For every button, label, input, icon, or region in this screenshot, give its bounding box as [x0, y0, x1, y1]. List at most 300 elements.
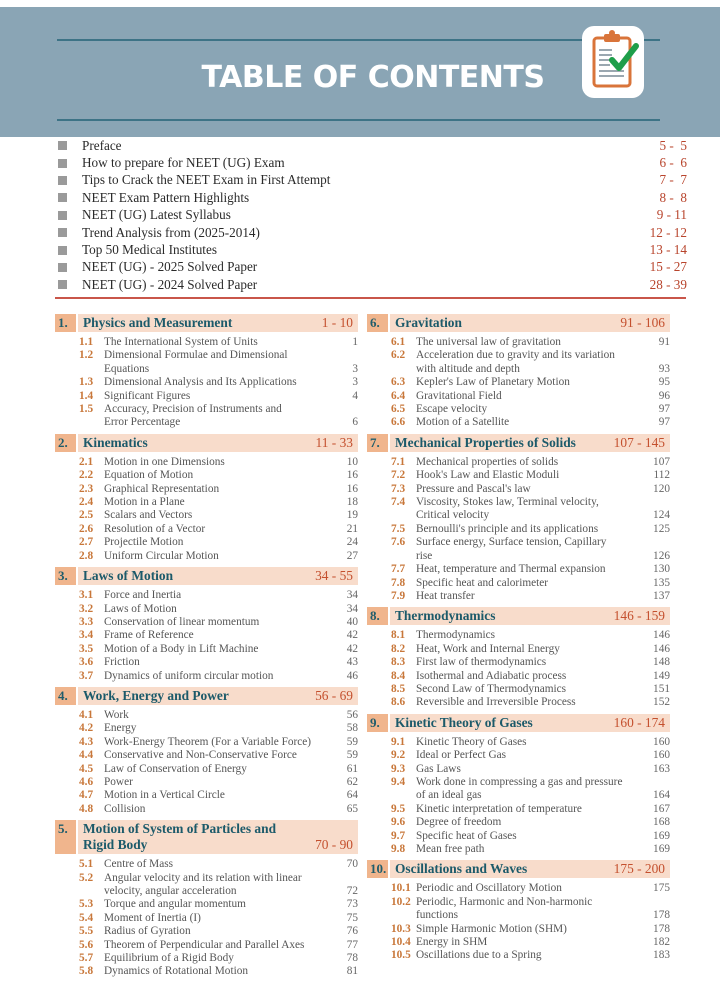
- topic-number: 1.2: [79, 349, 94, 362]
- topic-number: 9.8: [391, 843, 406, 855]
- chapter-bar: [78, 434, 358, 452]
- topic-entry[interactable]: [367, 763, 670, 776]
- toc-entry[interactable]: [55, 241, 687, 258]
- topic-number: 5.6: [79, 938, 94, 951]
- topic-title: Specific heat of Gases: [416, 829, 517, 842]
- entry-title: Trend Analysis from (2025-2014): [82, 224, 260, 240]
- topic-title: Specific heat and calorimeter: [416, 576, 549, 589]
- topic-page: 64: [346, 789, 358, 802]
- topic-entry[interactable]: [55, 589, 358, 602]
- topic-page: 16: [346, 469, 358, 482]
- topic-title: Conservation of linear momentum: [104, 615, 260, 628]
- topic-page: 77: [346, 938, 358, 951]
- topic-page: 178: [653, 909, 670, 922]
- topic-title: Radius of Gyration: [104, 925, 191, 938]
- topic-title: The International System of Units: [104, 336, 258, 348]
- topic-title: Graphical Representation: [104, 482, 220, 495]
- topic-page: 18: [346, 496, 358, 509]
- chapter-header[interactable]: [55, 567, 358, 585]
- topic-page: 124: [653, 509, 670, 522]
- chapter-number: 10.: [367, 860, 388, 878]
- topic-number: 8.5: [391, 682, 406, 695]
- chapter-title: Work, Energy and Power: [83, 687, 229, 703]
- square-bullet-icon: [58, 141, 67, 150]
- chapter-section: [55, 314, 358, 430]
- entry-pages: 6 - 6: [659, 155, 687, 171]
- topic-page: 42: [346, 642, 358, 655]
- topic-number: 7.4: [391, 496, 406, 509]
- square-bullet-icon: [58, 246, 67, 255]
- topic-number: 8.6: [391, 696, 406, 709]
- chapter-header[interactable]: [367, 714, 670, 732]
- topic-number: 10.2: [391, 895, 411, 908]
- entry-title: Preface: [82, 137, 122, 153]
- chapter-pages: 91 - 106: [620, 315, 665, 330]
- chapter-section: [367, 314, 670, 430]
- topic-entry[interactable]: [55, 898, 358, 911]
- topic-title: Resolution of a Vector: [104, 522, 206, 535]
- square-bullet-icon: [58, 280, 67, 289]
- topic-number: 4.3: [79, 735, 94, 748]
- chapter-title: Oscillations and Waves: [395, 861, 528, 877]
- topic-page: 135: [653, 576, 670, 589]
- entry-pages: 12 - 12: [649, 224, 687, 240]
- topic-title: Gas Laws: [416, 762, 461, 775]
- entry-pages: 9 - 11: [656, 207, 687, 223]
- topic-number: 2.6: [79, 522, 94, 535]
- topic-entry[interactable]: [367, 843, 670, 856]
- topic-number: 1.5: [79, 403, 94, 416]
- toc-entry[interactable]: [55, 259, 687, 276]
- chapter-header[interactable]: [55, 434, 358, 452]
- topic-entry[interactable]: [55, 483, 358, 496]
- topic-page: 168: [653, 816, 670, 829]
- topic-title: Uniform Circular Motion: [104, 549, 219, 562]
- topic-number: 3.1: [79, 589, 94, 602]
- topic-entry[interactable]: [367, 736, 670, 749]
- chapter-bar: [390, 314, 670, 332]
- topic-entry[interactable]: [367, 536, 670, 563]
- topic-number: 1.3: [79, 376, 94, 389]
- topic-title: Law of Conservation of Energy: [104, 762, 247, 775]
- chapter-header[interactable]: [55, 687, 358, 705]
- topic-entry[interactable]: [55, 965, 358, 978]
- chapter-pages: 107 - 145: [613, 434, 665, 450]
- topic-number: 5.5: [79, 925, 94, 938]
- topic-entry[interactable]: [55, 603, 358, 616]
- topic-number: 9.7: [391, 829, 406, 842]
- topic-number: 9.6: [391, 816, 406, 829]
- topic-page: 175: [653, 882, 670, 895]
- chapter-title: Physics and Measurement: [83, 315, 233, 330]
- topic-title: Significant Figures: [104, 389, 191, 402]
- topic-page: 61: [346, 762, 358, 775]
- topic-entry[interactable]: [367, 923, 670, 936]
- topic-page: 125: [653, 522, 670, 535]
- topic-title: Acceleration due to gravity and its variation with altitude and depth: [416, 349, 615, 375]
- topic-page: 16: [346, 482, 358, 495]
- topic-entry[interactable]: [55, 390, 358, 403]
- topic-entry[interactable]: [55, 496, 358, 509]
- topic-title: Reversible and Irreversible Process: [416, 696, 576, 709]
- chapter-header[interactable]: [367, 314, 670, 332]
- topic-title: Dimensional Formulae and Dimensional Equations: [104, 349, 288, 375]
- toc-entry[interactable]: [55, 172, 687, 189]
- left-column: [55, 314, 358, 983]
- topic-page: 10: [346, 455, 358, 468]
- topic-title: Force and Inertia: [104, 589, 182, 602]
- clipboard-check-icon: [582, 26, 644, 98]
- topic-number: 3.4: [79, 629, 94, 642]
- topic-entry[interactable]: [367, 336, 670, 349]
- topic-title: Motion of a Satellite: [416, 416, 510, 429]
- topic-page: 148: [653, 656, 670, 669]
- topic-title: Torque and angular momentum: [104, 898, 246, 911]
- chapter-title: Thermodynamics: [395, 608, 496, 624]
- topic-entry[interactable]: [55, 939, 358, 952]
- chapter-section: [55, 687, 358, 816]
- topic-entry[interactable]: [367, 882, 670, 895]
- topic-entry[interactable]: [367, 816, 670, 829]
- topic-entry[interactable]: [367, 696, 670, 709]
- topic-entry[interactable]: [55, 550, 358, 563]
- topic-page: 1: [352, 336, 358, 348]
- topic-page: 4: [352, 389, 358, 402]
- topic-title: Energy in SHM: [416, 936, 488, 949]
- topic-page: 27: [346, 549, 358, 562]
- front-matter-list: [55, 137, 687, 294]
- topic-page: 183: [653, 949, 670, 962]
- topic-number: 2.4: [79, 496, 94, 509]
- topic-title: Friction: [104, 656, 140, 669]
- topic-page: 70: [346, 858, 358, 871]
- topic-page: 6: [352, 416, 358, 429]
- chapter-pages: 1 - 10: [321, 315, 353, 330]
- chapter-number: 9.: [367, 714, 388, 732]
- topic-entry[interactable]: [55, 749, 358, 762]
- topic-number: 7.6: [391, 536, 406, 549]
- topic-entry[interactable]: [55, 643, 358, 656]
- topic-entry[interactable]: [367, 803, 670, 816]
- topic-number: 10.4: [391, 936, 411, 949]
- square-bullet-icon: [58, 176, 67, 185]
- topic-entry[interactable]: [55, 670, 358, 683]
- topic-number: 6.4: [391, 389, 406, 402]
- topic-entry[interactable]: [367, 456, 670, 469]
- topic-number: 3.3: [79, 615, 94, 628]
- topic-page: 112: [653, 469, 670, 482]
- chapter-section: [55, 567, 358, 683]
- topic-page: 3: [352, 362, 358, 375]
- topic-title: Mean free path: [416, 843, 485, 855]
- chapter-bar: [390, 714, 670, 732]
- topic-title: Dynamics of Rotational Motion: [104, 965, 249, 978]
- topic-page: 42: [346, 629, 358, 642]
- topic-number: 7.3: [391, 482, 406, 495]
- topic-title: Oscillations due to a Spring: [416, 949, 542, 962]
- chapter-header[interactable]: [367, 607, 670, 625]
- topic-title: Angular velocity and its relation with linear velocity, angular acceleration: [104, 871, 302, 897]
- topic-number: 7.8: [391, 576, 406, 589]
- topic-page: 164: [653, 789, 670, 802]
- toc-entry[interactable]: [55, 207, 687, 224]
- topic-number: 7.2: [391, 469, 406, 482]
- topic-title: Moment of Inertia (I): [104, 911, 201, 924]
- header-top-rule: [57, 39, 660, 41]
- chapter-header[interactable]: [55, 820, 358, 854]
- topic-page: 91: [658, 336, 670, 348]
- topic-entry[interactable]: [367, 563, 670, 576]
- topic-entry[interactable]: [367, 936, 670, 949]
- topic-entry[interactable]: [55, 536, 358, 549]
- toc-entry[interactable]: [55, 276, 687, 293]
- topic-number: 6.2: [391, 349, 406, 362]
- topic-number: 6.6: [391, 416, 406, 429]
- topic-page: 152: [653, 696, 670, 709]
- topic-title: Mechanical properties of solids: [416, 455, 559, 468]
- topic-entry[interactable]: [367, 577, 670, 590]
- chapter-bar: [390, 607, 670, 625]
- topic-title: Motion in a Vertical Circle: [104, 789, 225, 802]
- topic-number: 8.3: [391, 656, 406, 669]
- topic-title: Work-Energy Theorem (For a Variable Force): [104, 735, 312, 748]
- chapter-bar: [78, 314, 358, 332]
- topic-entry[interactable]: [55, 722, 358, 735]
- topic-title: Viscosity, Stokes law, Terminal velocity, Critical velocity: [416, 496, 599, 522]
- topic-number: 2.7: [79, 536, 94, 549]
- chapter-title: Laws of Motion: [83, 568, 174, 584]
- topic-page: 97: [658, 403, 670, 416]
- topic-page: 146: [653, 629, 670, 642]
- topic-title: Theorem of Perpendicular and Parallel Axes: [104, 938, 305, 951]
- topic-page: 24: [346, 536, 358, 549]
- topic-page: 167: [653, 802, 670, 815]
- topic-number: 1.1: [79, 336, 94, 348]
- chapter-number: 2.: [55, 434, 76, 452]
- topic-entry[interactable]: [55, 376, 358, 389]
- topic-entry[interactable]: [55, 736, 358, 749]
- topic-title: Energy: [104, 722, 137, 735]
- topic-page: 182: [653, 936, 670, 949]
- topic-number: 3.7: [79, 669, 94, 682]
- topic-entry[interactable]: [55, 349, 358, 376]
- chapter-header[interactable]: [55, 314, 358, 332]
- toc-entry[interactable]: [55, 189, 687, 206]
- topic-title: Degree of freedom: [416, 816, 502, 829]
- topic-page: 56: [346, 708, 358, 721]
- topic-number: 9.1: [391, 735, 406, 748]
- chapter-pages: 56 - 69: [315, 687, 353, 703]
- header-bottom-rule: [57, 119, 660, 121]
- topic-page: 40: [346, 615, 358, 628]
- topic-title: Accuracy, Precision of Instruments and Error Percentage: [104, 403, 282, 429]
- topic-number: 5.2: [79, 871, 94, 884]
- topic-entry[interactable]: [367, 629, 670, 642]
- topic-entry[interactable]: [367, 949, 670, 962]
- topic-entry[interactable]: [367, 523, 670, 536]
- topic-number: 4.4: [79, 749, 94, 762]
- square-bullet-icon: [58, 228, 67, 237]
- topic-entry[interactable]: [55, 616, 358, 629]
- entry-title: How to prepare for NEET (UG) Exam: [82, 155, 285, 171]
- chapter-number: 4.: [55, 687, 76, 705]
- chapter-bar: [390, 434, 670, 452]
- topic-entry[interactable]: [367, 776, 670, 803]
- topic-number: 3.5: [79, 642, 94, 655]
- topic-page: 78: [346, 952, 358, 965]
- topic-title: Periodic, Harmonic and Non-harmonic functions: [416, 895, 593, 922]
- topic-entry[interactable]: [367, 390, 670, 403]
- topic-entry[interactable]: [367, 416, 670, 429]
- topic-entry[interactable]: [367, 749, 670, 762]
- topic-number: 7.5: [391, 522, 406, 535]
- topic-title: Work: [104, 708, 129, 721]
- topic-title: Centre of Mass: [104, 858, 174, 871]
- topic-number: 5.4: [79, 911, 94, 924]
- square-bullet-icon: [58, 263, 67, 272]
- topic-entry[interactable]: [367, 483, 670, 496]
- chapter-section: [367, 860, 670, 962]
- topic-title: Work done in compressing a gas and pressure of an ideal gas: [416, 775, 623, 802]
- topic-entry[interactable]: [367, 349, 670, 376]
- chapter-pages: 34 - 55: [315, 568, 353, 584]
- topic-entry[interactable]: [367, 643, 670, 656]
- topic-page: 65: [346, 802, 358, 815]
- topic-title: Bernoulli's principle and its applications: [416, 522, 599, 535]
- topic-number: 2.5: [79, 509, 94, 522]
- topic-title: Power: [104, 775, 133, 788]
- topic-entry[interactable]: [367, 670, 670, 683]
- topic-number: 10.1: [391, 882, 411, 895]
- chapter-section: [367, 714, 670, 857]
- topic-number: 9.2: [391, 749, 406, 762]
- topic-number: 1.4: [79, 389, 94, 402]
- chapter-header[interactable]: [367, 434, 670, 452]
- topic-title: Laws of Motion: [104, 602, 177, 615]
- toc-entry[interactable]: [55, 137, 687, 154]
- topic-title: Conservative and Non-Conservative Force: [104, 749, 297, 762]
- chapter-bar: [78, 567, 358, 585]
- topic-number: 4.7: [79, 789, 94, 802]
- topic-entry[interactable]: [55, 629, 358, 642]
- topic-page: 130: [653, 563, 670, 576]
- topic-title: Thermodynamics: [416, 629, 496, 642]
- chapter-bar: [78, 687, 358, 705]
- entry-title: NEET (UG) - 2024 Solved Paper: [82, 276, 258, 292]
- topic-entry[interactable]: [367, 656, 670, 669]
- topic-entry[interactable]: [55, 763, 358, 776]
- topic-entry[interactable]: [55, 803, 358, 816]
- topic-page: 160: [653, 749, 670, 762]
- topic-entry[interactable]: [367, 590, 670, 603]
- topic-entry[interactable]: [55, 789, 358, 802]
- entry-title: Tips to Crack the NEET Exam in First Attempt: [82, 172, 331, 188]
- entry-pages: 13 - 14: [649, 242, 687, 258]
- topic-page: 126: [653, 549, 670, 562]
- topic-page: 72: [346, 885, 358, 897]
- topic-entry[interactable]: [367, 830, 670, 843]
- topic-number: 6.3: [391, 376, 406, 389]
- topic-entry[interactable]: [367, 403, 670, 416]
- topic-entry[interactable]: [367, 683, 670, 696]
- topic-entry[interactable]: [367, 896, 670, 923]
- topic-title: Motion in one Dimensions: [104, 455, 225, 468]
- entry-title: NEET (UG) - 2025 Solved Paper: [82, 259, 258, 275]
- topic-entry[interactable]: [55, 469, 358, 482]
- topic-number: 8.4: [391, 669, 406, 682]
- topic-title: Scalars and Vectors: [104, 509, 193, 522]
- topic-title: Equation of Motion: [104, 469, 194, 482]
- topic-entry[interactable]: [55, 709, 358, 722]
- topic-number: 9.4: [391, 775, 406, 788]
- topic-title: Second Law of Thermodynamics: [416, 682, 567, 695]
- topic-page: 34: [346, 602, 358, 615]
- topic-entry[interactable]: [55, 509, 358, 522]
- entry-pages: 5 - 5: [659, 137, 687, 153]
- topic-title: Kepler's Law of Planetary Motion: [416, 376, 570, 389]
- topic-page: 73: [346, 898, 358, 911]
- square-bullet-icon: [58, 193, 67, 202]
- topic-page: 178: [653, 922, 670, 935]
- chapter-section: [367, 434, 670, 603]
- topic-entry[interactable]: [55, 523, 358, 536]
- toc-entry[interactable]: [55, 224, 687, 241]
- topic-entry[interactable]: [55, 456, 358, 469]
- topic-entry[interactable]: [367, 469, 670, 482]
- topic-number: 7.9: [391, 589, 406, 602]
- topic-page: 62: [346, 775, 358, 788]
- topic-number: 8.1: [391, 629, 406, 642]
- chapter-title: Motion of System of Particles and Rigid Body: [83, 821, 277, 853]
- topic-title: Projectile Motion: [104, 536, 184, 549]
- topic-entry[interactable]: [55, 403, 358, 430]
- topic-entry[interactable]: [55, 776, 358, 789]
- topic-entry[interactable]: [55, 858, 358, 871]
- topic-entry[interactable]: [55, 925, 358, 938]
- topic-entry[interactable]: [55, 952, 358, 965]
- chapter-number: 7.: [367, 434, 388, 452]
- topic-entry[interactable]: [367, 376, 670, 389]
- chapter-header[interactable]: [367, 860, 670, 878]
- topic-entry[interactable]: [55, 336, 358, 349]
- topic-entry[interactable]: [55, 656, 358, 669]
- topic-number: 9.5: [391, 802, 406, 815]
- topic-page: 21: [346, 522, 358, 535]
- topic-number: 10.3: [391, 922, 411, 935]
- topic-title: Hook's Law and Elastic Moduli: [416, 469, 560, 482]
- topic-entry[interactable]: [55, 912, 358, 925]
- topic-title: First law of thermodynamics: [416, 656, 547, 669]
- topic-page: 93: [658, 362, 670, 375]
- topic-entry[interactable]: [367, 496, 670, 523]
- chapter-section: [55, 434, 358, 563]
- chapter-title: Kinetic Theory of Gases: [395, 714, 533, 730]
- toc-entry[interactable]: [55, 154, 687, 171]
- topic-number: 5.8: [79, 965, 94, 978]
- topic-page: 169: [653, 843, 670, 855]
- topic-title: Surface energy, Surface tension, Capillary rise: [416, 536, 607, 562]
- topic-title: Collision: [104, 802, 146, 815]
- topic-entry[interactable]: [55, 872, 358, 899]
- topic-title: Dynamics of uniform circular motion: [104, 669, 274, 682]
- entry-title: NEET Exam Pattern Highlights: [82, 189, 250, 205]
- topic-number: 6.5: [391, 403, 406, 416]
- chapter-pages: 70 - 90: [315, 837, 353, 853]
- topic-number: 4.5: [79, 762, 94, 775]
- chapter-number: 5.: [55, 820, 76, 854]
- topic-number: 2.8: [79, 549, 94, 562]
- entry-title: Top 50 Medical Institutes: [82, 242, 217, 258]
